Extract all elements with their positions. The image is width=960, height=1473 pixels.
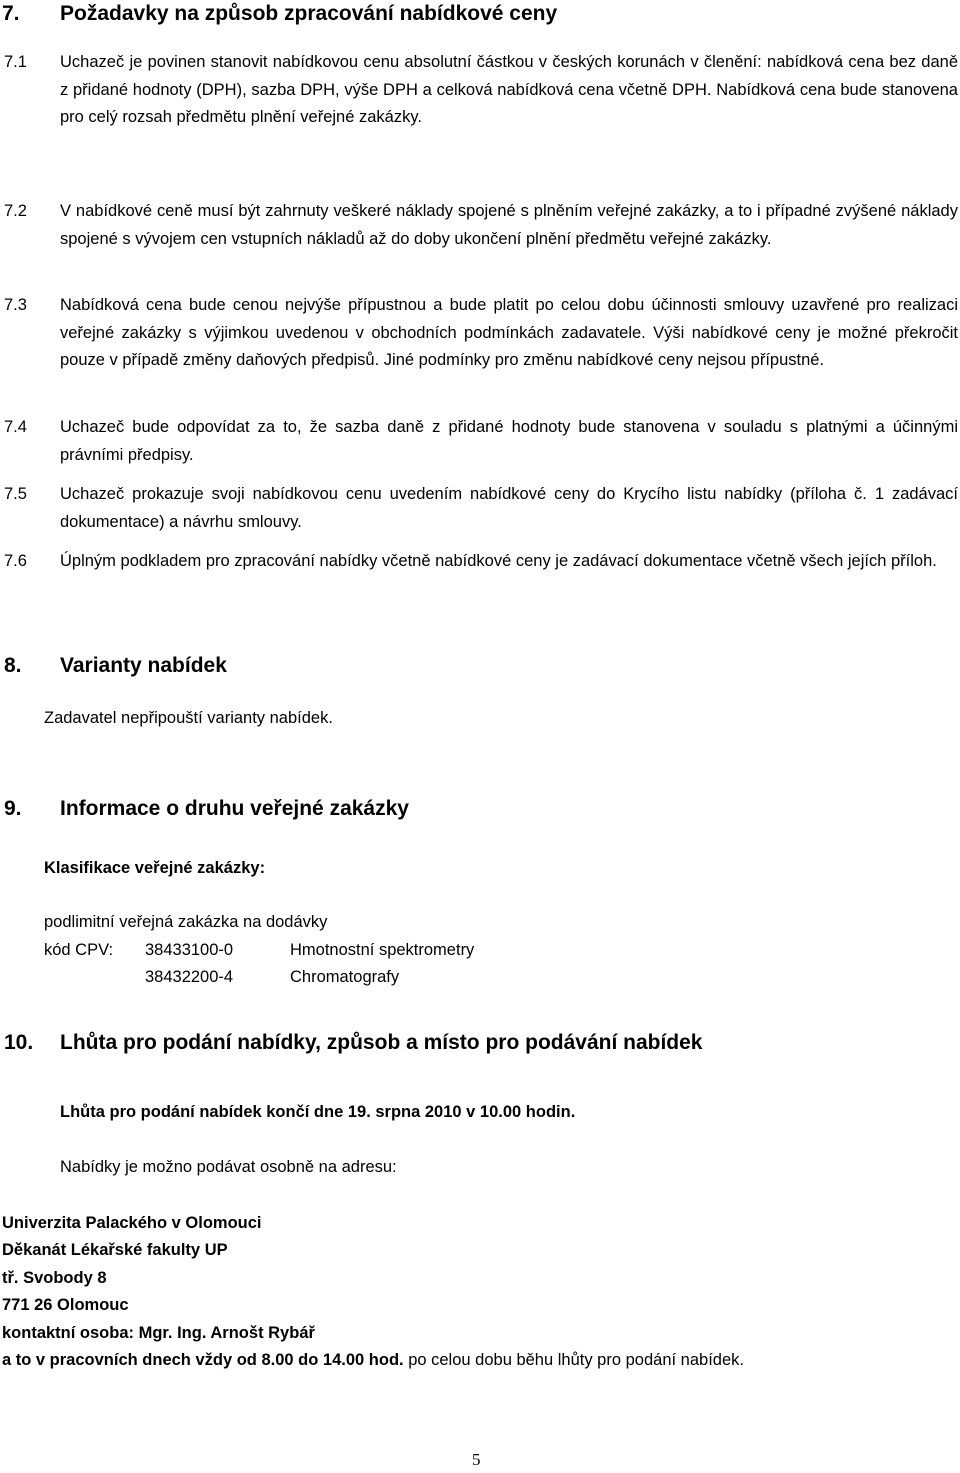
classification-subtitle: Klasifikace veřejné zakázky:: [44, 859, 266, 877]
section-number: 7.: [2, 2, 20, 25]
cpv-name: Chromatografy: [290, 968, 400, 986]
section-title: Varianty nabídek: [60, 654, 227, 677]
clause-text: Uchazeč prokazuje svoji nabídkovou cenu uvedením nabídkové ceny do Krycího listu nabídky (příloha č. 1 zadávací dokumentace) a návrhu smlouvy.: [60, 485, 958, 531]
clause-number: 7.3: [4, 296, 27, 314]
section-number: 10.: [4, 1031, 34, 1054]
clause-7-6: [4, 548, 958, 576]
clause-text: Nabídková cena bude cenou nejvýše přípustnou a bude platit po celou dobu účinnosti smlouvy uzavřené pro realizaci veřejné zakázky s výjimkou uvedenou v obchodních podmínkách zadavatele. Výši nabídkové ceny je možné překročit pouze v případě změny daňových předpisů. Jiné podmínky pro změnu nabídkové ceny nejsou přípustné.: [60, 296, 958, 369]
contact-person: kontaktní osoba: Mgr. Ing. Arnošt Rybář: [2, 1324, 315, 1342]
cpv-code: 38433100-0: [145, 941, 234, 959]
section-number: 9.: [4, 797, 22, 820]
section-title: Požadavky na způsob zpracování nabídkové ceny: [60, 2, 558, 25]
section-title: Informace o druhu veřejné zakázky: [60, 797, 409, 820]
clause-number: 7.4: [4, 418, 27, 436]
office-hours-bold: a to v pracovních dnech vždy od 8.00 do 14.00 hod.: [2, 1351, 404, 1369]
page-number: 5: [472, 1450, 481, 1469]
section-number: 8.: [4, 654, 22, 677]
address-line: Univerzita Palackého v Olomouci: [2, 1214, 262, 1232]
office-hours-rest: po celou dobu běhu lhůty pro podání nabídek.: [403, 1351, 744, 1369]
cpv-label: kód CPV:: [44, 941, 114, 959]
cpv-name: Hmotnostní spektrometry: [290, 941, 475, 959]
address-line: tř. Svobody 8: [2, 1269, 107, 1287]
clause-text: Uchazeč bude odpovídat za to, že sazba daně z přidané hodnoty bude stanovena v souladu s platnými a účinnými právními předpisy.: [60, 418, 958, 464]
clause-number: 7.1: [4, 53, 27, 71]
office-hours: [2, 1347, 744, 1375]
clause-7-2: [4, 198, 958, 253]
variants-text: Zadavatel nepřipouští varianty nabídek.: [44, 709, 333, 727]
clause-7-1: [4, 49, 958, 132]
address-intro: Nabídky je možno podávat osobně na adresu:: [60, 1158, 397, 1176]
clause-number: 7.5: [4, 485, 27, 503]
section-title: Lhůta pro podání nabídky, způsob a místo pro podávání nabídek: [60, 1031, 703, 1054]
address-line: Děkanát Lékařské fakulty UP: [2, 1241, 228, 1259]
contract-type: podlimitní veřejná zakázka na dodávky: [44, 913, 328, 931]
cpv-code: 38432200-4: [145, 968, 234, 986]
address-line: 771 26 Olomouc: [2, 1296, 129, 1314]
clause-number: 7.6: [4, 552, 27, 570]
clause-text: Úplným podkladem pro zpracování nabídky včetně nabídkové ceny je zadávací dokumentace včetně všech jejích příloh.: [60, 552, 937, 570]
clause-7-3: [4, 292, 958, 375]
clause-text: V nabídkové ceně musí být zahrnuty veškeré náklady spojené s plněním veřejné zakázky, a to i případné zvýšené náklady spojené s vývojem cen vstupních nákladů až do doby ukončení plnění předmětu veřejné zakázky.: [60, 202, 958, 248]
clause-7-5: [4, 481, 958, 536]
clause-text: Uchazeč je povinen stanovit nabídkovou cenu absolutní částkou v českých korunách v členění: nabídková cena bez daně z přidané hodnoty (DPH), sazba DPH, výše DPH a celková nabídková cena včetně DPH. Nabídková cena bude stanovena pro celý rozsah předmětu plnění veřejné zakázky.: [60, 53, 958, 126]
clause-7-4: [4, 414, 958, 469]
deadline-text: Lhůta pro podání nabídek končí dne 19. srpna 2010 v 10.00 hodin.: [60, 1103, 576, 1121]
clause-number: 7.2: [4, 202, 27, 220]
